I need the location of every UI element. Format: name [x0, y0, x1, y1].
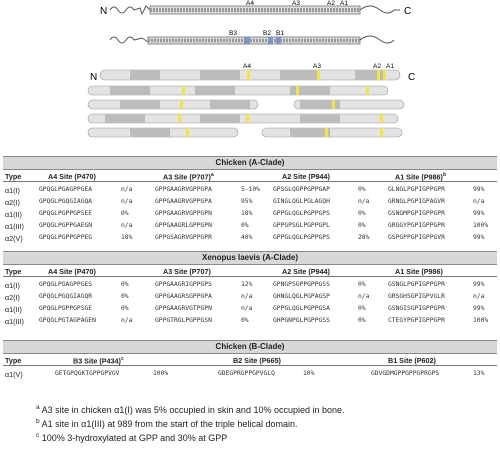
a3-occupancy: 40% — [241, 234, 253, 241]
col-header-type: Type — [5, 267, 22, 276]
footnote-c: $^c$ 100% 3-hydroxylated at GPP and 30% at GPP — [36, 432, 228, 443]
col-header-b1: B1 Site (P602) — [388, 356, 436, 365]
a1-occupancy: 99% — [473, 281, 485, 288]
n-propeptide — [110, 6, 150, 14]
col-header-a3: A3 Site $(P707)^a$ — [163, 172, 214, 182]
row-type: α2(I) — [5, 293, 20, 302]
row-type: α1(I) — [5, 281, 20, 290]
col-header-a4: A4 Site (P470) — [48, 267, 96, 276]
col-header-a4: A4 Site (P470) — [48, 172, 96, 181]
a3-sequence: GPPGAAGRVGTPGPN — [155, 305, 212, 312]
col-header-a1: A1 Site $(P986)^b$ — [395, 172, 446, 182]
site-label-b2: B2 — [263, 30, 271, 37]
molecule-row — [100, 70, 400, 80]
a2-sequence: GPPGLQGLPGPPGPS — [273, 234, 330, 241]
b1-sequence: GDVGDMGPPGPPGPRGPS — [371, 370, 440, 377]
helix-c-label: C — [408, 72, 416, 83]
a2-sequence: GPPGLQGLPGPPGSA — [273, 305, 330, 312]
a2-sequence: GPPGPSGLPGPPGPL — [273, 222, 330, 229]
a4-occupancy: 18% — [121, 234, 133, 241]
header-rule — [3, 276, 497, 277]
a1-sequence: GSNGISGPIGPPGPR — [388, 305, 445, 312]
a4-sequence: GPQGLPGTAGPAGEN — [39, 317, 96, 324]
a1-sequence: GRGGYPGPIGPPGPR — [388, 222, 445, 229]
fibril-stagger-diagram — [88, 63, 415, 137]
a4-occupancy: n/a — [121, 222, 133, 229]
footnote-b: $^b$ A1 site in α1(III) at 989 from the start of the triple helical domain. — [36, 418, 298, 429]
site-marker-b3 — [244, 37, 250, 44]
col-header-type: Type — [5, 172, 22, 181]
a4-occupancy: n/a — [121, 186, 133, 193]
helix-n-label: N — [90, 72, 98, 83]
header-rule — [3, 365, 497, 366]
a3-occupancy: 12% — [241, 281, 253, 288]
col-header-b2: B2 Site (P665) — [233, 356, 281, 365]
section-title-chicken-b: Chicken (B-Clade) — [3, 340, 497, 354]
site-marker-b1 — [276, 37, 281, 44]
a1-sequence: CTEGYPGPIGPPGPR — [388, 317, 445, 324]
col-header-a2: A2 Site (P944) — [282, 172, 330, 181]
a3-occupancy: n/a — [241, 305, 253, 312]
molecule-row — [88, 128, 402, 137]
a4-sequence: GPQGLPGAGPPGES — [39, 281, 93, 288]
a2-sequence: GINGLQGLPGLAGQH — [273, 198, 330, 205]
row-type: α2(I) — [5, 198, 20, 207]
a2-occupancy: 0% — [358, 281, 366, 288]
row-type: α1(I) — [5, 186, 20, 195]
a1-occupancy: 99% — [473, 234, 485, 241]
a1-occupancy: n/a — [473, 198, 485, 205]
site-label-a3: A3 — [292, 0, 300, 7]
helix-site-a2: A2 — [373, 63, 381, 70]
a4-sequence: GPQGLPGPPGAEGN — [39, 222, 93, 229]
a2-occupancy: 0% — [358, 210, 366, 217]
a2-sequence: GHPGNPGLPGPPGSS — [273, 317, 330, 324]
a4-sequence: GPQGLPGPPGPSGE — [39, 305, 93, 312]
a1-sequence: GSNGLPGPIGPPGPR — [388, 281, 445, 288]
helix-site-a4: A4 — [243, 63, 251, 70]
a3-occupancy: 5-10% — [241, 186, 260, 193]
row-type: α1(II) — [5, 305, 22, 314]
a2-sequence: GHNGLQGLPGPAGSP — [273, 293, 330, 300]
col-header-a3: A3 Site (P707) — [163, 267, 211, 276]
a3-occupancy: 0% — [241, 222, 249, 229]
a3-sequence: GPPGAAGRVGPPGPN — [155, 210, 212, 217]
b2-sequence: GDEGPRGPPGPVGLQ — [218, 370, 275, 377]
a4-occupancy: 0% — [121, 210, 129, 217]
a3-occupancy: 18% — [241, 210, 253, 217]
helix-site-a1: A1 — [386, 63, 394, 70]
row-type: α1(III) — [5, 222, 24, 231]
a4-sequence: GPQGLPGPPGPSEE — [39, 210, 93, 217]
a3-sequence: GPPGAAGRSGPPGPA — [155, 293, 212, 300]
a4-occupancy: n/a — [121, 317, 133, 324]
a1-sequence: GSPGPPGPIGPPGVR — [388, 234, 445, 241]
a1-sequence: GSNGMPGPIGPPGPR — [388, 210, 445, 217]
a2-occupancy: 0% — [358, 186, 366, 193]
a3-sequence: GPPGAAGRLGPPGPN — [155, 222, 212, 229]
a1-occupancy: 99% — [473, 305, 485, 312]
a2-occupancy: n/a — [358, 293, 370, 300]
col-header-type: Type — [5, 356, 22, 365]
a4-occupancy: 0% — [121, 281, 129, 288]
a4-occupancy: 0% — [121, 293, 129, 300]
a4-sequence: GPQGLPGPPGPPEG — [39, 234, 93, 241]
molecule-row — [88, 100, 404, 109]
a2-occupancy: 0% — [358, 305, 366, 312]
a1-occupancy: n/a — [473, 293, 485, 300]
helix-site-a3: A3 — [313, 63, 321, 70]
collagen-schematic — [0, 0, 500, 150]
a2-sequence: GPNGPSGPPGPPGSS — [273, 281, 330, 288]
a1-sequence: GLNGLPGPIGPPGPR — [388, 186, 445, 193]
a1-occupancy: 99% — [473, 186, 485, 193]
site-label-b3: B3 — [229, 30, 237, 37]
col-header-a1: A1 Site (P986) — [395, 267, 443, 276]
row-type: α1(II) — [5, 210, 22, 219]
col-header-b3: B3 Site $(P434)^c$ — [73, 356, 124, 366]
a1-sequence: GRSGHSGPIGPVGLR — [388, 293, 445, 300]
a2-occupancy: 0% — [358, 317, 366, 324]
procollagen-chain-b — [110, 30, 394, 44]
b3-occupancy: 100% — [153, 370, 169, 377]
a1-occupancy: 100% — [473, 222, 489, 229]
a4-occupancy: n/a — [121, 198, 133, 205]
a3-sequence: GPPGAAGRIGPPGPS — [155, 281, 212, 288]
c-propeptide — [360, 6, 400, 13]
chain-c-label: C — [404, 6, 412, 17]
header-rule — [3, 181, 497, 182]
section-title-chicken-a: Chicken (A-Clade) — [3, 156, 497, 170]
molecule-row — [88, 86, 388, 95]
a2-occupancy: 28% — [358, 234, 370, 241]
a1-sequence: GRNGLPGPIGPAGVR — [388, 198, 445, 205]
a3-sequence: GPPGAAGRVGPPGPA — [155, 198, 212, 205]
a2-sequence: GPPGLQGLPGPPGPS — [273, 210, 330, 217]
a4-sequence: GPQGLPGQGIAGQA — [39, 198, 93, 205]
row-type: α1(III) — [5, 317, 24, 326]
a3-sequence: GPPGSAGRVGPPGPR — [155, 234, 212, 241]
a3-occupancy: 95% — [241, 198, 253, 205]
a4-sequence: GPQGLPGQGIAGQR — [39, 293, 93, 300]
procollagen-chain-a — [100, 0, 411, 17]
a1-occupancy: 99% — [473, 210, 485, 217]
footnote-a: $^a$ A3 site in chicken α1(I) was 5% occupied in skin and 10% occupied in bone. — [36, 404, 345, 415]
a2-occupancy: n/a — [358, 198, 370, 205]
a4-sequence: GPQGLPGAGPPGEA — [39, 186, 93, 193]
a3-sequence: GPPGTRGLPGPPGSN — [155, 317, 212, 324]
n-propeptide — [110, 37, 148, 43]
row-type: α1(V) — [5, 370, 23, 379]
c-propeptide — [360, 36, 394, 43]
b2-occupancy: 10% — [303, 370, 315, 377]
b1-occupancy: 13% — [473, 370, 485, 377]
site-label-a2: A2 — [327, 0, 335, 7]
site-marker-b2 — [268, 37, 273, 44]
a3-occupancy: n/a — [241, 293, 253, 300]
molecule-row — [88, 114, 398, 123]
b3-sequence: GETGPQGKTGPPGPVGV — [55, 370, 120, 377]
a2-sequence: GPSGLQGPPGPPGAP — [273, 186, 330, 193]
site-label-b1: B1 — [276, 30, 284, 37]
a2-occupancy: 0% — [358, 222, 366, 229]
section-title-xenopus-a: Xenopus laevis (A-Clade) — [3, 251, 497, 265]
site-label-a4: A4 — [246, 0, 254, 7]
hydroxylation-table — [3, 150, 497, 380]
a3-sequence: GPPGAAGRVGPPGPA — [155, 186, 212, 193]
site-label-a1: A1 — [340, 0, 348, 7]
chain-n-label: N — [100, 6, 108, 17]
col-header-a2: A2 Site (P944) — [282, 267, 330, 276]
a1-occupancy: 100% — [473, 317, 489, 324]
a3-occupancy: 0% — [241, 317, 249, 324]
row-type: α2(V) — [5, 234, 23, 243]
a4-occupancy: 0% — [121, 305, 129, 312]
